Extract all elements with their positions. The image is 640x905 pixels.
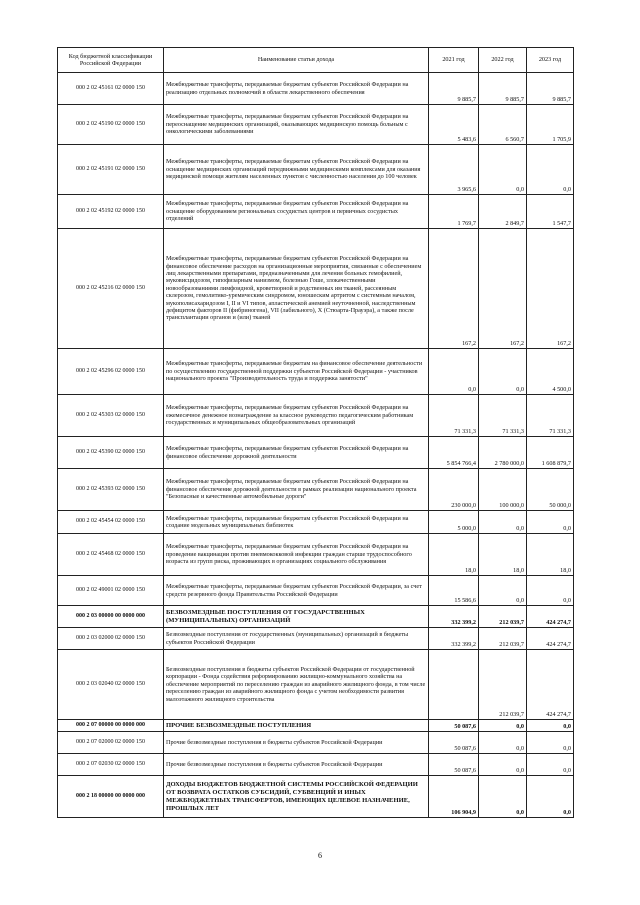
document-page [57,47,573,818]
row-value-2023: 0,0 [527,511,574,534]
row-value-2023: 18,0 [527,534,574,576]
row-value-2023: 9 885,7 [527,73,574,105]
row-value-2022: 212 039,7 [479,606,527,628]
table-row [58,576,574,606]
row-code: 000 2 02 45191 02 0000 150 [58,145,164,195]
table-row [58,511,574,534]
table-row [58,229,574,349]
row-name: Межбюджетные трансферты, передаваемые бюджетам на финансовое обеспечение деятельности по осуществлению государственной поддержки субъектов Российской Федерации - участников национального проекта "Производительность труда и поддержка занятости" [164,349,429,395]
table-row [58,720,574,732]
row-value-2021: 332 399,2 [429,628,479,650]
row-name: Межбюджетные трансферты, передаваемые бюджетам субъектов Российской Федерации на ежемесячное денежное вознаграждение за классное руководство педагогическим работникам государственных и муниципальных общеобразовательных организаций [164,395,429,437]
row-value-2023: 0,0 [527,776,574,818]
row-value-2021: 106 904,9 [429,776,479,818]
row-value-2022: 9 885,7 [479,73,527,105]
row-code: 000 2 02 45192 02 0000 150 [58,195,164,229]
row-value-2022: 100 000,0 [479,469,527,511]
row-code: 000 2 07 00000 00 0000 000 [58,720,164,732]
row-name: БЕЗВОЗМЕЗДНЫЕ ПОСТУПЛЕНИЯ ОТ ГОСУДАРСТВЕННЫХ (МУНИЦИПАЛЬНЫХ) ОРГАНИЗАЦИЙ [164,606,429,628]
table-row [58,628,574,650]
row-value-2021: 5 854 766,4 [429,437,479,469]
row-value-2022: 6 560,7 [479,105,527,145]
row-value-2022: 0,0 [479,776,527,818]
row-value-2021: 50 087,6 [429,732,479,754]
revenue-table [57,47,574,818]
row-name: Межбюджетные трансферты, передаваемые бюджетам субъектов Российской Федерации на финансовое обеспечение расходов на организационные мероприятия, связанные с обеспечением лиц лекарственными препаратами, предназначенными для лечения больных гемофилией, муковисцидозом, гипофизарным нанизмом, болезнью Гоше, злокачественными новообразованиями лимфоидной, кроветворной и родственных им тканей, рассеянным склерозом, гемолитико-уремическим синдромом, юношеским артритом с системным началом, мукополисахаридозом I, II и VI типов, апластической анемией неуточненной, наследственным дефицитом факторов II (фибриногена), VII (лабильного), X (Стюарта-Прауэра), а также после трансплантации органов и (или) тканей [164,229,429,349]
header-2021: 2021 год [429,48,479,73]
row-name: Межбюджетные трансферты, передаваемые бюджетам субъектов Российской Федерации на финансовое обеспечение дорожной деятельности [164,437,429,469]
row-value-2022: 2 849,7 [479,195,527,229]
table-row [58,73,574,105]
row-name: Межбюджетные трансферты, передаваемые бюджетам субъектов Российской Федерации на создание модельных муниципальных библиотек [164,511,429,534]
row-value-2022: 212 039,7 [479,650,527,720]
row-code: 000 2 02 45393 02 0000 150 [58,469,164,511]
row-code: 000 2 02 45216 02 0000 150 [58,229,164,349]
table-body [58,73,574,818]
row-value-2021 [429,650,479,720]
row-value-2023: 0,0 [527,145,574,195]
row-name: Прочие безвозмездные поступления в бюджеты субъектов Российской Федерации [164,754,429,776]
row-name: Межбюджетные трансферты, передаваемые бюджетам субъектов Российской Федерации на оснащение оборудованием региональных сосудистых центров и первичных сосудистых отделений [164,195,429,229]
row-name: Межбюджетные трансферты, передаваемые бюджетам субъектов Российской Федерации, за счет средств резервного фонда Правительства Российской Федерации [164,576,429,606]
row-value-2022: 0,0 [479,349,527,395]
table-row [58,469,574,511]
row-value-2021: 1 769,7 [429,195,479,229]
row-value-2022: 0,0 [479,754,527,776]
table-row [58,754,574,776]
row-code: 000 2 03 02000 02 0000 150 [58,628,164,650]
row-value-2021: 15 586,6 [429,576,479,606]
table-header-row [58,48,574,73]
row-name: ПРОЧИЕ БЕЗВОЗМЕЗДНЫЕ ПОСТУПЛЕНИЯ [164,720,429,732]
row-value-2022: 0,0 [479,145,527,195]
row-value-2023: 0,0 [527,720,574,732]
row-name: Безвозмездные поступления от государственных (муниципальных) организаций в бюджеты субъектов Российской Федерации [164,628,429,650]
row-value-2023: 424 274,7 [527,606,574,628]
row-code: 000 2 03 02040 02 0000 150 [58,650,164,720]
row-value-2022: 167,2 [479,229,527,349]
row-value-2022: 0,0 [479,576,527,606]
row-name: Прочие безвозмездные поступления в бюджеты субъектов Российской Федерации [164,732,429,754]
table-row [58,437,574,469]
page-number: 6 [318,851,322,860]
row-code: 000 2 02 45303 02 0000 150 [58,395,164,437]
row-code: 000 2 18 00000 00 0000 000 [58,776,164,818]
row-code: 000 2 07 02000 02 0000 150 [58,732,164,754]
row-value-2023: 167,2 [527,229,574,349]
header-2022: 2022 год [479,48,527,73]
header-2023: 2023 год [527,48,574,73]
row-value-2021: 9 885,7 [429,73,479,105]
row-value-2021: 167,2 [429,229,479,349]
table-row [58,606,574,628]
row-code: 000 2 02 45161 02 0000 150 [58,73,164,105]
table-row [58,145,574,195]
row-value-2023: 0,0 [527,732,574,754]
row-value-2021: 50 087,6 [429,754,479,776]
table-row [58,105,574,145]
row-value-2021: 71 331,3 [429,395,479,437]
row-value-2021: 5 483,6 [429,105,479,145]
row-value-2023: 71 331,3 [527,395,574,437]
row-value-2023: 424 274,7 [527,650,574,720]
table-row [58,732,574,754]
row-code: 000 2 02 45390 02 0000 150 [58,437,164,469]
row-name: Межбюджетные трансферты, передаваемые бюджетам субъектов Российской Федерации на проведение вакцинации против пневмококковой инфекции граждан старше трудоспособного возраста из групп риска, проживающих в организациях социального обслуживания [164,534,429,576]
row-value-2021: 332 399,2 [429,606,479,628]
table-row [58,395,574,437]
row-value-2022: 71 331,3 [479,395,527,437]
row-value-2023: 1 547,7 [527,195,574,229]
row-value-2023: 1 705,9 [527,105,574,145]
table-row [58,650,574,720]
row-name: Межбюджетные трансферты, передаваемые бюджетам субъектов Российской Федерации на переоснащение медицинских организаций, оказывающих медицинскую помощь больным с онкологическими заболеваниями [164,105,429,145]
row-value-2023: 4 500,0 [527,349,574,395]
row-value-2023: 424 274,7 [527,628,574,650]
row-code: 000 2 02 45468 02 0000 150 [58,534,164,576]
row-value-2022: 0,0 [479,720,527,732]
row-value-2023: 0,0 [527,754,574,776]
row-code: 000 2 02 45190 02 0000 150 [58,105,164,145]
table-row [58,195,574,229]
row-code: 000 2 02 49001 02 0000 150 [58,576,164,606]
row-value-2021: 5 000,0 [429,511,479,534]
row-value-2022: 0,0 [479,732,527,754]
row-name: ДОХОДЫ БЮДЖЕТОВ БЮДЖЕТНОЙ СИСТЕМЫ РОССИЙСКОЙ ФЕДЕРАЦИИ ОТ ВОЗВРАТА ОСТАТКОВ СУБСИДИЙ, СУБВЕНЦИЙ И ИНЫХ МЕЖБЮДЖЕТНЫХ ТРАНСФЕРТОВ, ИМЕЮЩИХ ЦЕЛЕВОЕ НАЗНАЧЕНИЕ, ПРОШЛЫХ ЛЕТ [164,776,429,818]
row-code: 000 2 02 45454 02 0000 150 [58,511,164,534]
row-code: 000 2 02 45296 02 0000 150 [58,349,164,395]
row-name: Безвозмездные поступления в бюджеты субъектов Российской Федерации от государственной корпорации - Фонда содействия реформированию жилищно-коммунального хозяйства на обеспечение мероприятий по переселению граждан из аварийного жилищного фонда, в том числе переселению граждан из аварийного жилищного фонда с учетом необходимости развития малоэтажного жилищного строительства [164,650,429,720]
header-name: Наименование статьи дохода [164,48,429,73]
row-name: Межбюджетные трансферты, передаваемые бюджетам субъектов Российской Федерации на финансовое обеспечение дорожной деятельности в рамках реализации национального проекта "Безопасные и качественные автомобильные дороги" [164,469,429,511]
row-value-2021: 3 965,6 [429,145,479,195]
row-value-2022: 2 780 000,0 [479,437,527,469]
row-value-2022: 0,0 [479,511,527,534]
row-value-2021: 18,0 [429,534,479,576]
row-name: Межбюджетные трансферты, передаваемые бюджетам субъектов Российской Федерации на оснащение медицинских организаций передвижными медицинскими комплексами для оказания медицинской помощи жителям населенных пунктов с численностью населения до 100 человек [164,145,429,195]
row-code: 000 2 03 00000 00 0000 000 [58,606,164,628]
row-value-2023: 0,0 [527,576,574,606]
row-value-2021: 230 000,0 [429,469,479,511]
row-value-2023: 50 000,0 [527,469,574,511]
table-row [58,534,574,576]
row-value-2022: 212 039,7 [479,628,527,650]
row-value-2021: 0,0 [429,349,479,395]
row-name: Межбюджетные трансферты, передаваемые бюджетам субъектов Российской Федерации на реализацию отдельных полномочий в области лекарственного обеспечения [164,73,429,105]
header-code: Код бюджетной классификации Российской Федерации [58,48,164,73]
row-code: 000 2 07 02030 02 0000 150 [58,754,164,776]
table-row [58,349,574,395]
row-value-2022: 18,0 [479,534,527,576]
row-value-2023: 1 608 879,7 [527,437,574,469]
row-value-2021: 50 087,6 [429,720,479,732]
table-row [58,776,574,818]
